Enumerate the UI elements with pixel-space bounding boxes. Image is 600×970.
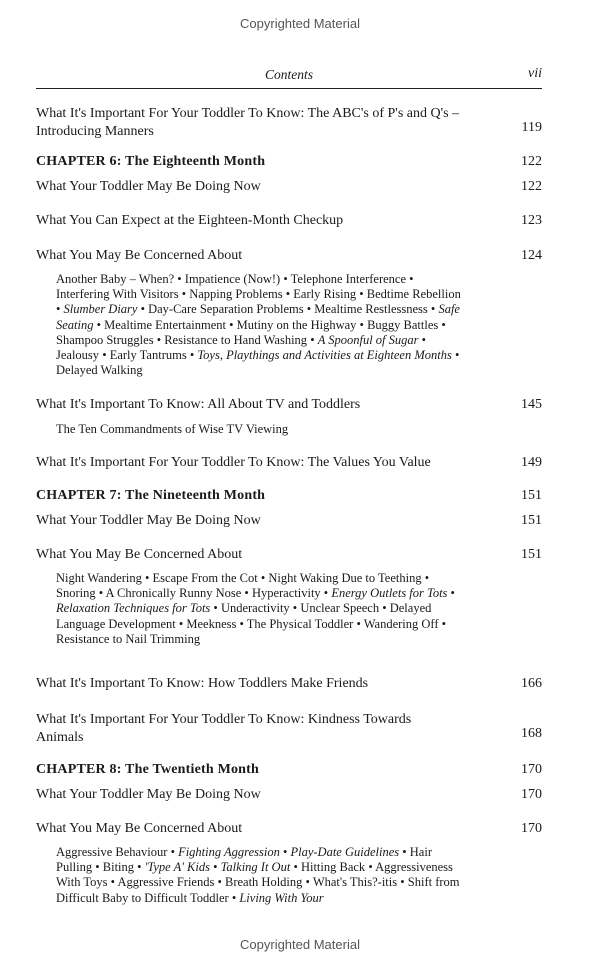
chapter-title: CHAPTER 8: The Twentieth Month — [36, 762, 260, 777]
toc-entry-page: 168 — [521, 726, 542, 741]
header-title: Contents — [264, 67, 313, 82]
toc-entry — [36, 454, 542, 472]
toc-entry — [36, 212, 542, 230]
toc-entry-page: 122 — [521, 179, 542, 194]
topic-item: The Ten Commandments of Wise TV Viewing — [56, 422, 289, 436]
topic-item: Early Tantrums — [109, 348, 187, 363]
topic-item: Hitting Back — [300, 860, 366, 875]
topic-item: Shift from Difficult Baby to Difficult Toddler — [56, 875, 460, 905]
toc-entry-page: 166 — [521, 676, 542, 691]
chapter-title: CHAPTER 6: The Eighteenth Month — [36, 154, 266, 169]
topic-item: 'Type A' Kids — [144, 860, 210, 875]
topic-item: Aggressiveness With Toys — [56, 860, 453, 890]
topic-list-ch8: Aggressive Behaviour • Fighting Aggression • Play-Date Guidelines • Hair Pulling • Biting • 'Type A' Kids • Talking It Out • Hitting Back • Aggressiveness With Toys • Aggressive Friends • Breath Holding • What's This?-itis • Shift from Difficult Baby to Difficult Toddler • Living With Your — [56, 845, 460, 905]
toc-entry — [36, 396, 542, 414]
toc-entry-title: What It's Important For Your Toddler To Know: The Values You Value — [36, 455, 431, 470]
topic-item: Resistance to Hand Washing — [164, 332, 308, 347]
toc-entry-page: 151 — [521, 513, 542, 528]
topic-item: Delayed Walking — [56, 363, 143, 378]
topic-item: Early Rising — [293, 287, 357, 302]
topic-item: Play-Date Guidelines — [290, 845, 400, 859]
watermark-top: Copyrighted Material — [240, 16, 360, 31]
toc-entry-title: What It's Important For Your Toddler To Know: Kindness Towards Animals — [36, 712, 412, 745]
topic-item: Biting — [102, 860, 135, 875]
toc-entry-page: 145 — [521, 397, 542, 412]
toc-entry-page: 170 — [521, 787, 542, 802]
topic-item: A Spoonful of Sugar — [317, 332, 419, 347]
toc-entry — [36, 105, 542, 141]
toc-entry-page: 151 — [521, 488, 542, 503]
topic-item: Toys, Playthings and Activities at Eighteen Months — [197, 348, 452, 363]
toc-entry-page: 149 — [521, 455, 542, 470]
toc-entry-title: What Your Toddler May Be Doing Now — [36, 787, 261, 802]
toc-entry-page: 124 — [521, 248, 542, 263]
topic-item: Relaxation Techniques for Tots — [56, 601, 211, 616]
topic-item: Napping Problems — [189, 287, 283, 302]
toc-entry — [36, 711, 542, 747]
toc-entry — [36, 546, 542, 564]
topic-item: Talking It Out — [220, 860, 291, 875]
topic-item: Living With Your — [239, 890, 324, 905]
toc-entry-page: 122 — [521, 154, 542, 169]
topic-item: Night Wandering — [56, 571, 142, 585]
toc-entry-page: 119 — [521, 120, 542, 135]
topic-item: Meekness — [186, 616, 237, 631]
topic-list-tv — [56, 422, 466, 437]
topic-item: Underactivity — [220, 601, 290, 616]
toc-entry — [36, 675, 542, 693]
topic-item: Snoring — [56, 586, 96, 601]
toc-entry-title: What It's Important To Know: How Toddlers Make Friends — [36, 676, 369, 691]
running-header — [36, 66, 542, 89]
topic-item: Another Baby – When? — [56, 272, 175, 286]
topic-item: Aggressive Friends — [117, 875, 215, 890]
topic-item: Impatience (Now!) — [184, 272, 281, 286]
toc-entry — [36, 820, 542, 838]
topic-item: Breath Holding — [224, 875, 303, 890]
topic-item: Aggressive Behaviour — [56, 845, 168, 859]
toc-entry-page: 170 — [521, 821, 542, 836]
topic-list-ch7: Night Wandering • Escape From the Cot • Night Waking Due to Teething • Snoring • A Chronically Runny Nose • Hyperactivity • Energy Outlets for Tots • Relaxation Techniques for Tots • Underactivity • Unclear Speech • Delayed Language Development • Meekness • The Physical Toddler • Wandering Off • Resistance to Nail Trimming — [56, 571, 455, 646]
toc-entry — [36, 512, 542, 530]
topic-item: Shampoo Struggles — [56, 332, 154, 347]
topic-item: A Chronically Runny Nose — [105, 586, 242, 601]
topic-item: The Physical Toddler — [246, 616, 354, 631]
topic-item: Jealousy — [56, 348, 100, 363]
toc-entry-title: What It's Important For Your Toddler To Know: The ABC's of P's and Q's – Introducing Manners — [36, 106, 460, 139]
topic-item: Resistance to Nail Trimming — [56, 631, 201, 646]
topic-item: Hyperactivity — [251, 586, 321, 601]
topic-item: Telephone Interference — [290, 272, 407, 286]
chapter-heading — [36, 487, 542, 505]
topic-item: Mutiny on the Highway — [236, 317, 357, 332]
topic-list-ch6: Another Baby – When? • Impatience (Now!) • Telephone Interference • Interfering With Visitors • Napping Problems • Early Rising • Bedtime Rebellion • Slumber Diary • Day-Care Separation Problems • Mealtime Restlessness • Safe Seating • Mealtime Entertainment • Mutiny on the Highway • Buggy Battles • Shampoo Struggles • Resistance to Hand Washing • A Spoonful of Sugar • Jealousy • Early Tantrums • Toys, Playthings and Activities at Eighteen Months • Delayed Walking — [56, 272, 461, 378]
toc-entry-title: What It's Important To Know: All About TV and Toddlers — [36, 397, 361, 412]
toc-entry-title: What You May Be Concerned About — [36, 248, 243, 263]
toc-entry-page: 151 — [521, 547, 542, 562]
topic-item: Mealtime Entertainment — [104, 317, 226, 332]
topic-item: Interfering With Visitors — [56, 287, 179, 302]
header-page-number: vii — [528, 66, 542, 81]
topic-item: Unclear Speech — [300, 601, 380, 616]
topic-item: Buggy Battles — [367, 317, 439, 332]
topic-item: Delayed Language Development — [56, 601, 432, 631]
toc-entry — [36, 247, 542, 265]
toc-entry-page: 123 — [521, 213, 542, 228]
toc-entry-title: What You May Be Concerned About — [36, 821, 243, 836]
topic-item: Energy Outlets for Tots — [331, 586, 448, 601]
toc-entry-title: What Your Toddler May Be Doing Now — [36, 179, 261, 194]
watermark-bottom: Copyrighted Material — [240, 937, 360, 952]
toc-entry-page: 170 — [521, 762, 542, 777]
chapter-heading — [36, 761, 542, 779]
topic-item: Escape From the Cot — [152, 571, 258, 585]
chapter-heading — [36, 153, 542, 171]
topic-item: Bedtime Rebellion — [366, 287, 461, 302]
topic-item: What's This?-itis — [312, 875, 398, 890]
topic-item: Safe Seating — [56, 302, 460, 332]
toc-entry-title: What You Can Expect at the Eighteen-Month Checkup — [36, 213, 344, 228]
topic-item: Hair Pulling — [56, 845, 432, 875]
topic-item: Day-Care Separation Problems — [148, 302, 304, 317]
chapter-title: CHAPTER 7: The Nineteenth Month — [36, 488, 266, 503]
toc-entry-title: What You May Be Concerned About — [36, 547, 243, 562]
toc-entry — [36, 786, 542, 804]
toc-entry — [36, 178, 542, 196]
topic-item: Mealtime Restlessness — [314, 302, 428, 317]
topic-item: Night Waking Due to Teething — [268, 571, 422, 585]
toc-entry-title: What Your Toddler May Be Doing Now — [36, 513, 261, 528]
topic-item: Wandering Off — [363, 616, 439, 631]
topic-item: Fighting Aggression — [178, 845, 280, 859]
topic-item: Slumber Diary — [63, 302, 138, 317]
